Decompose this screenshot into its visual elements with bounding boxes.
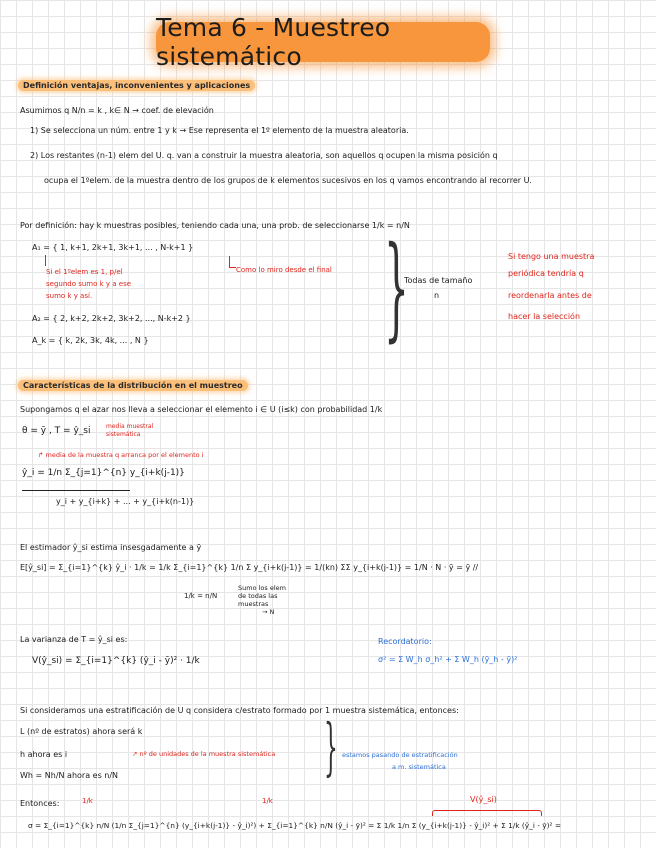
step-two-line-1: 2) Los restantes (n-1) elem del U. q. van a construir la muestra aleatoria, son aquellos q ocupen la misma posición q [30,151,498,160]
todas-n: n [434,291,440,300]
sum-note-4: → N [262,608,275,616]
media-note: ↱ media de la muestra q arranca por el elemento i [38,451,204,459]
variance-formula: V(ŷ_si) = Σ_{i=1}^{k} (ŷ_i - ȳ)² · 1/k [32,656,200,666]
Wh-line: Wh = Nh/N ahora es n/N [20,771,119,780]
section-heading-definition: Definición ventajas, inconvenientes y aplicaciones [18,80,255,91]
final-formula: σ = Σ_{i=1}^{k} n/N (1/n Σ_{j=1}^{n} (y_{i+k(j-1)} - ŷ_i)²) + Σ_{i=1}^{k} n/N (ŷ_i - ȳ)² = Σ 1/k 1/n Σ (y_{i+k(j-1)} - ŷ_i)² + Σ 1/k (ŷ_i - ȳ)² = [28,821,562,830]
definition-line: Por definición: hay k muestras posibles, teniendo cada una, una prob. de seleccionarse 1/k = n/N [20,221,410,230]
expectation-formula: E[ŷ_si] = Σ_{i=1}^{k} ŷ_i · 1/k = 1/k Σ_{i=1}^{k} 1/n Σ y_{i+k(j-1)} = 1/(kn) ΣΣ y_{i+k(j-1)} = 1/N · N · ȳ = ȳ // [20,563,479,572]
red-side-note-2: periódica tendría q [508,269,584,278]
sum-note-1: Sumo los elem [238,584,286,592]
yhat-underline [22,490,130,491]
assumption-line: Asumimos q N/n = k , k∈ N → coef. de elevación [20,106,214,115]
final-variance-bracket [432,810,542,816]
suppose-line: Supongamos q el azar nos lleva a seleccionar el elemento i ∈ U (i≤k) con probabilidad 1/k [20,405,383,414]
sample-a2: A₂ = { 2, k+2, 2k+2, 3k+2, ..., N-k+2 } [32,314,191,323]
blue-note-1: estamos pasando de estratificación [342,751,458,759]
theta-note-1: media muestral [106,423,154,430]
nh-note: ↗ nº de unidades de la muestra sistemática [132,750,276,758]
step-one: 1) Se selecciona un núm. entre 1 y k → Ese representa el 1º elemento de la muestra aleatoria. [30,126,409,135]
section-heading-characteristics: Características de la distribución en el muestreo [18,380,248,391]
blue-note-2: a m. sistemática [392,763,446,771]
recordatorio-formula: σ² = Σ W_h σ_h² + Σ W_h (ȳ_h - ȳ)² [378,655,518,664]
sample-a1: A₁ = { 1, k+1, 2k+1, 3k+1, ... , N-k+1 } [32,243,194,252]
red-note-line-3: sumo k y así. [46,292,93,300]
red-note-line-2: segundo sumo k y a ese [46,280,132,288]
red-side-note-4: hacer la selección [508,312,581,321]
variance-title: La varianza de T = ŷ_si es: [20,635,128,644]
theta-line: θ = ȳ , T = ŷ_si [22,426,91,436]
nh-line: h ahora es i [20,750,68,759]
estimator-line: El estimador ŷ_si estima insesgadamente a ȳ [20,543,202,552]
yhat-formula: ŷ_i = 1/n Σ_{j=1}^{n} y_{i+k(j-1)} [22,468,185,478]
todas-label: Todas de tamaño [404,276,473,285]
recordatorio-title: Recordatorio: [378,637,432,646]
final-mark-1: 1/k [82,797,93,805]
red-side-note-1: Si tengo una muestra [508,252,595,261]
page-title: Tema 6 - Muestreo sistemático [156,13,391,71]
entonces-label: Entonces: [20,799,60,808]
L-line: L (nº de estratos) ahora será k [20,727,143,736]
red-side-note-3: reordenarla antes de [508,291,592,300]
final-variance-label: V(ŷ_si) [470,795,497,804]
yhat-expansion: y_i + y_{i+k} + ... + y_{i+k(n-1)} [56,497,195,506]
stratification-line: Si consideramos una estratificación de U q considera c/estrato formado por 1 muestra sistemática, entonces: [20,706,459,715]
final-mark-2: 1/k [262,797,273,805]
sample-ak: A_k = { k, 2k, 3k, 4k, ... , N } [32,336,149,345]
right-brace: } [384,223,409,353]
red-note-final: Como lo miro desde el final [236,266,332,274]
sum-note-3: muestras [238,600,269,608]
step-two-line-2: ocupa el 1ºelem. de la muestra dentro de los grupos de k elementos sucesivos en los q vamos encontrando al recorrer U. [44,176,532,185]
title-banner [156,13,490,71]
red-pointer-1 [45,255,46,266]
sum-note-2: de todas las [238,592,278,600]
red-pointer-2 [229,256,236,268]
red-note-line-1: Si el 1ºelem es 1, p/el [46,268,123,276]
kn-note: 1/k = n/N [184,592,218,600]
theta-note-2: sistemática [106,431,141,438]
blue-brace: } [324,710,338,783]
